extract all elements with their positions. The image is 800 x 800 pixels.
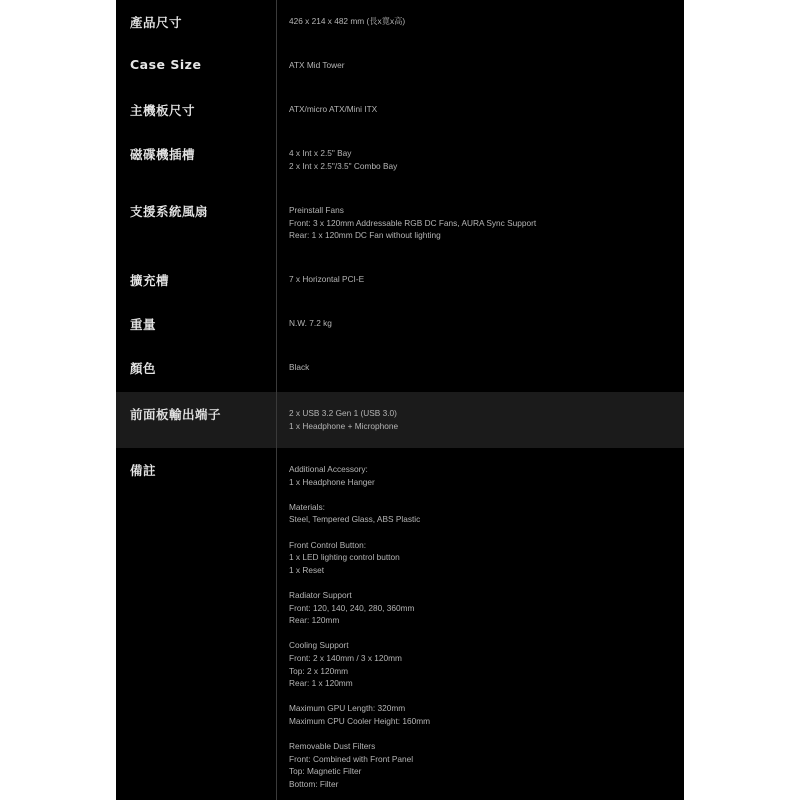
spec-label: 磁碟機插槽	[130, 147, 196, 162]
spec-value-line: Front: 3 x 120mm Addressable RGB DC Fans, AURA Sync Support	[289, 217, 537, 228]
spec-label: Case Size	[130, 57, 202, 72]
spec-value	[289, 361, 309, 374]
spec-value	[289, 463, 430, 790]
spec-label: 產品尺寸	[130, 15, 183, 30]
spec-value	[289, 103, 377, 116]
spec-label: 前面板輸出端子	[130, 407, 222, 422]
column-divider	[276, 0, 277, 800]
spec-value-line: Radiator Support	[289, 589, 352, 600]
spec-value-line: 2 x Int x 2.5"/3.5" Combo Bay	[289, 160, 398, 171]
spec-sheet	[116, 0, 684, 800]
spec-label: 支援系統風扇	[130, 204, 209, 219]
spec-row-drive-bays	[116, 132, 684, 188]
spec-row-color	[116, 346, 684, 392]
spec-value-line: 7 x Horizontal PCI-E	[289, 274, 365, 284]
spec-value-line: Maximum CPU Cooler Height: 160mm	[289, 715, 431, 726]
spec-row-weight	[116, 302, 684, 346]
spec-value-line	[289, 488, 430, 501]
spec-value-line: Materials:	[289, 501, 325, 512]
spec-label: 備註	[130, 463, 157, 478]
spec-value-line: 1 x Reset	[289, 564, 325, 575]
spec-value-line: Cooling Support	[289, 640, 349, 651]
spec-value-line	[289, 690, 430, 703]
spec-value-line: Black	[289, 362, 310, 372]
spec-row-front-io	[116, 392, 684, 448]
spec-label: 顏色	[130, 361, 157, 376]
spec-row-expansion-slots	[116, 258, 684, 302]
spec-value-line: 1 x Headphone Hanger	[289, 476, 375, 487]
spec-value-line: ATX/micro ATX/Mini ITX	[289, 104, 378, 114]
spec-value-line: 426 x 214 x 482 mm (長x寬x高)	[289, 16, 406, 26]
spec-label: 主機板尺寸	[130, 103, 196, 118]
spec-value-line: Front: 120, 140, 240, 280, 360mm	[289, 602, 415, 613]
spec-value-line: Additional Accessory:	[289, 464, 368, 474]
spec-value-line	[289, 576, 430, 589]
spec-value-line: Top: Magnetic Filter	[289, 766, 362, 777]
spec-value-line: Steel, Tempered Glass, ABS Plastic	[289, 514, 421, 525]
spec-value-line: N.W. 7.2 kg	[289, 318, 332, 328]
spec-value-line: Front Control Button:	[289, 539, 367, 550]
spec-value	[289, 273, 364, 286]
spec-value-line: 1 x LED lighting control button	[289, 552, 400, 563]
spec-value-line: Front: Combined with Front Panel	[289, 753, 414, 764]
spec-value-line: Maximum GPU Length: 320mm	[289, 703, 406, 714]
spec-value	[289, 204, 536, 242]
spec-row-motherboard-size	[116, 88, 684, 132]
spec-value-line: 2 x USB 3.2 Gen 1 (USB 3.0)	[289, 408, 397, 418]
spec-row-notes	[116, 448, 684, 800]
spec-value	[289, 59, 344, 72]
spec-value-line: ATX Mid Tower	[289, 60, 345, 70]
spec-value-line: Top: 2 x 120mm	[289, 665, 349, 676]
spec-value	[289, 147, 397, 172]
spec-value-line: Bottom: Filter	[289, 778, 339, 789]
spec-value	[289, 317, 332, 330]
spec-row-fan-support	[116, 189, 684, 258]
spec-label: 擴充槽	[130, 273, 170, 288]
spec-row-product-size	[116, 0, 684, 44]
spec-value-line	[289, 627, 430, 640]
spec-value-line: Rear: 1 x 120mm DC Fan without lighting	[289, 230, 441, 241]
spec-value-line: Removable Dust Filters	[289, 741, 376, 752]
spec-value-line: Rear: 1 x 120mm	[289, 678, 353, 689]
spec-value-line: Front: 2 x 140mm / 3 x 120mm	[289, 652, 402, 663]
spec-value-line: Rear: 120mm	[289, 615, 340, 626]
spec-label: 重量	[130, 317, 157, 332]
spec-value-line: 4 x Int x 2.5" Bay	[289, 148, 352, 158]
spec-value-line: 1 x Headphone + Microphone	[289, 420, 399, 431]
spec-row-case-size	[116, 44, 684, 88]
spec-value-line	[289, 526, 430, 539]
spec-value-line	[289, 727, 430, 740]
spec-value-line: Preinstall Fans	[289, 205, 344, 215]
spec-value	[289, 15, 405, 28]
spec-value	[289, 407, 398, 432]
